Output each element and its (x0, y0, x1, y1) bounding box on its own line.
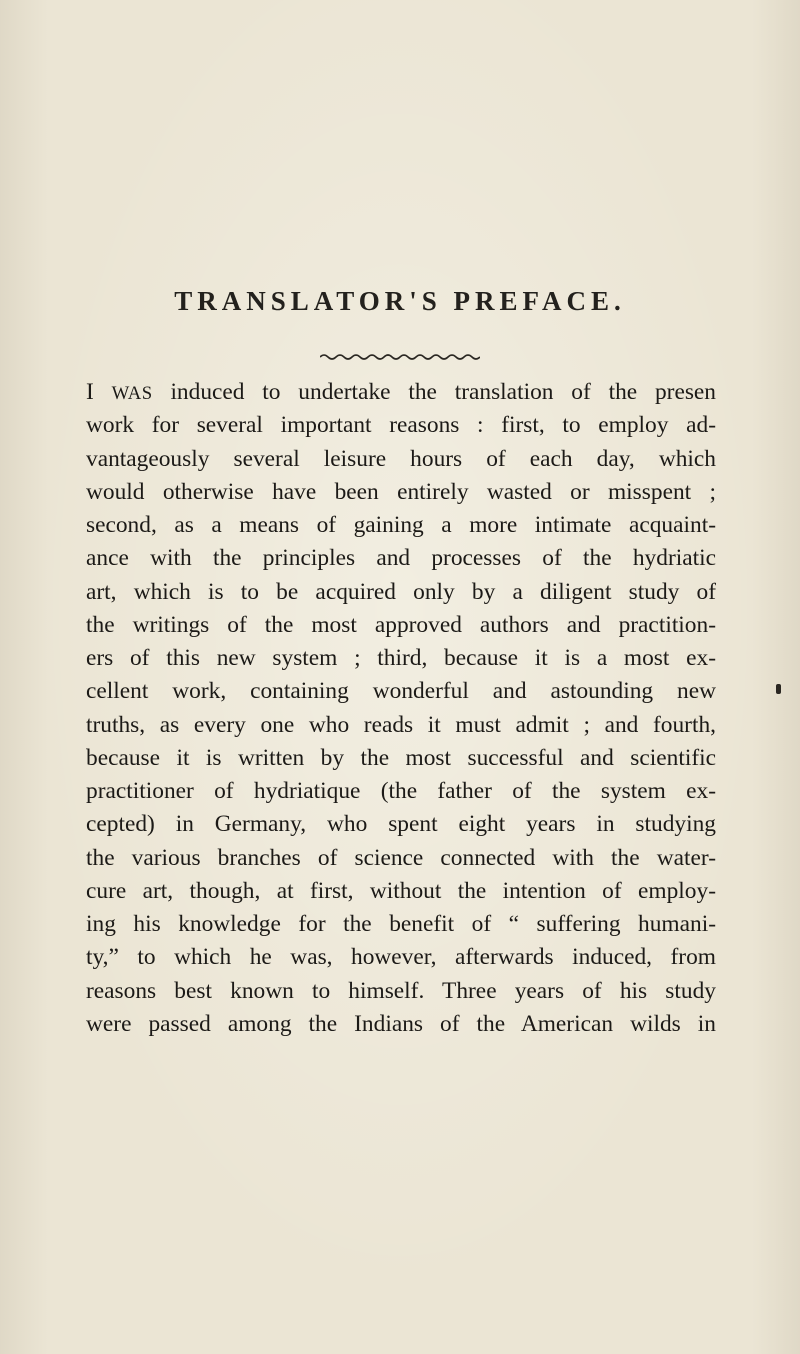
text-line-14: cepted) in Germany, who spent eight years in studying (86, 811, 716, 838)
text-line-5: second, as a means of gaining a more intimate acquaint- (86, 512, 716, 538)
margin-ink-mark (776, 684, 781, 694)
text-line-1 (86, 376, 716, 409)
text-line-9: ers of this new system ; third, because it is a most ex- (86, 645, 716, 671)
text-line-17: ing his knowledge for the benefit of “ suffering humani- (86, 911, 716, 937)
line-text: induced to undertake the translation of the presen (152, 379, 716, 405)
text-line-7: art, which is to be acquired only by a diligent study of (86, 578, 716, 605)
text-line-15: the various branches of science connected with the water- (86, 844, 716, 871)
preface-text (86, 376, 716, 1041)
text-line-19: reasons best known to himself. Three years of his study (86, 977, 716, 1004)
text-line-18: ty,” to which he was, however, afterwards induced, from (86, 944, 716, 971)
text-line-20: were passed among the Indians of the American wilds in (86, 1010, 716, 1037)
text-line-12: because it is written by the most successful and scientific (86, 744, 716, 771)
page-title: TRANSLATOR'S PREFACE. (174, 286, 626, 316)
text-line-4: would otherwise have been entirely wasted or misspent ; (86, 478, 716, 505)
text-line-2: work for several important reasons : first, to employ ad- (86, 412, 716, 439)
text-line-10: cellent work, containing wonderful and astounding new (86, 678, 716, 705)
text-line-6: ance with the principles and processes of the hydriatic (86, 545, 716, 572)
initial-letter: I (86, 379, 94, 405)
small-caps-word: WAS (111, 383, 153, 404)
text-line-16: cure art, though, at first, without the intention of employ- (86, 877, 716, 904)
text-line-11: truths, as every one who reads it must admit ; and fourth, (86, 711, 716, 738)
text-line-8: the writings of the most approved authors and practition- (86, 611, 716, 638)
text-line-13: practitioner of hydriatique (the father of the system ex- (86, 778, 716, 804)
text-line-3: vantageously several leisure hours of each day, which (86, 445, 716, 472)
wavy-rule-ornament (320, 352, 480, 362)
